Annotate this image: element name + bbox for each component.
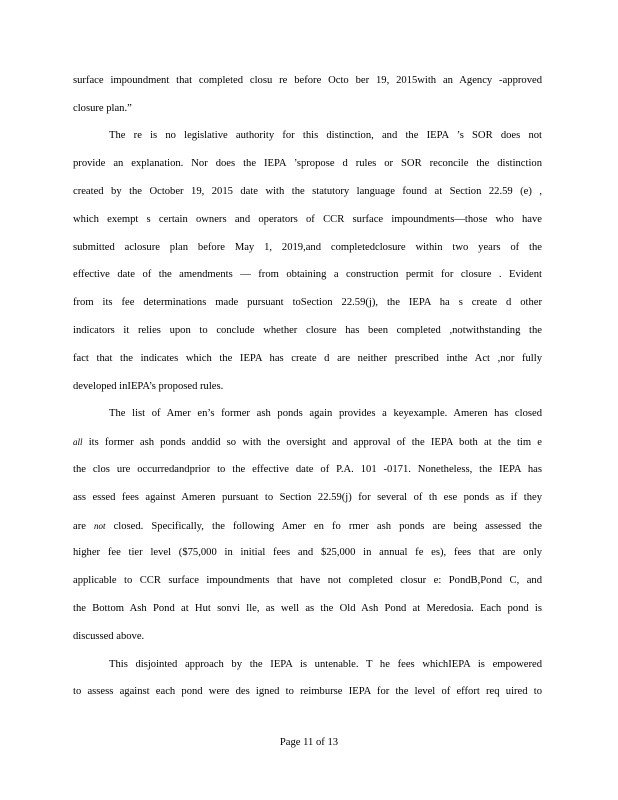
text-line — [73, 519, 542, 534]
paragraph-start-line: The re is no legislative authority for this distinction, and the IEPA ’s SOR does not — [109, 130, 542, 141]
text-line: higher fee tier level ($75,000 in initial fees and $25,000 in annual fe es), fees that are only — [73, 547, 542, 558]
text-line: to assess against each pond were des igned to reimburse IEPA for the level of effort req uired to — [73, 686, 542, 697]
text-line: submitted aclosure plan before May 1, 2019,and completedclosure within two years of the — [73, 242, 542, 253]
text-line: applicable to CCR surface impoundments that have not completed closur e: PondB,Pond C, and — [73, 575, 542, 586]
text-line: which exempt s certain owners and operators of CCR surface impoundments—those who have — [73, 214, 542, 225]
text-run: are — [73, 521, 95, 532]
text-line: provide an explanation. Nor does the IEPA ’spropose d rules or SOR reconcile the distinction — [73, 158, 542, 169]
text-line: from its fee determinations made pursuant toSection 22.59(j), the IEPA ha s create d other — [73, 297, 542, 308]
text-line: fact that the indicates which the IEPA has create d are neither prescribed inthe Act ,nor fully — [73, 353, 542, 364]
text-line: developed inIEPA’s proposed rules. — [73, 381, 224, 392]
emphasis-all: all — [73, 437, 83, 447]
text-line: the clos ure occurredandprior to the effective date of P.A. 101 -0171. Nonetheless, the IEPA has — [73, 464, 542, 475]
text-line: created by the October 19, 2015 date with the statutory language found at Section 22.59 (e) , — [73, 186, 542, 197]
text-line: effective date of the amendments — from obtaining a construction permit for closure . Evident — [73, 269, 542, 280]
text-line: surface impoundment that completed closu re before Octo ber 19, 2015with an Agency -approved — [73, 75, 542, 86]
text-line: the Bottom Ash Pond at Hut sonvi lle, as well as the Old Ash Pond at Meredosia. Each pond is — [73, 603, 542, 614]
paragraph-start-line: The list of Amer en’s former ash ponds again provides a keyexample. Ameren has closed — [109, 408, 542, 419]
page-number: Page 11 of 13 — [279, 737, 339, 748]
text-line: indicators it relies upon to conclude whether closure has been completed ,notwithstanding the — [73, 325, 542, 336]
text-line — [73, 435, 542, 450]
text-line: discussed above. — [73, 631, 145, 642]
text-line: closure plan.” — [73, 103, 132, 114]
text-line: ass essed fees against Ameren pursuant to Section 22.59(j) for several of th ese ponds as if they — [73, 492, 542, 503]
paragraph-start-line: This disjointed approach by the IEPA is untenable. T he fees whichIEPA is empowered — [109, 659, 542, 670]
emphasis-not: not — [94, 521, 106, 531]
text-run: closed. Specifically, the following Amer en fo rmer ash ponds are being assessed the — [105, 521, 542, 532]
text-run: its former ash ponds anddid so with the oversight and approval of the IEPA both at the tim e — [82, 437, 542, 448]
